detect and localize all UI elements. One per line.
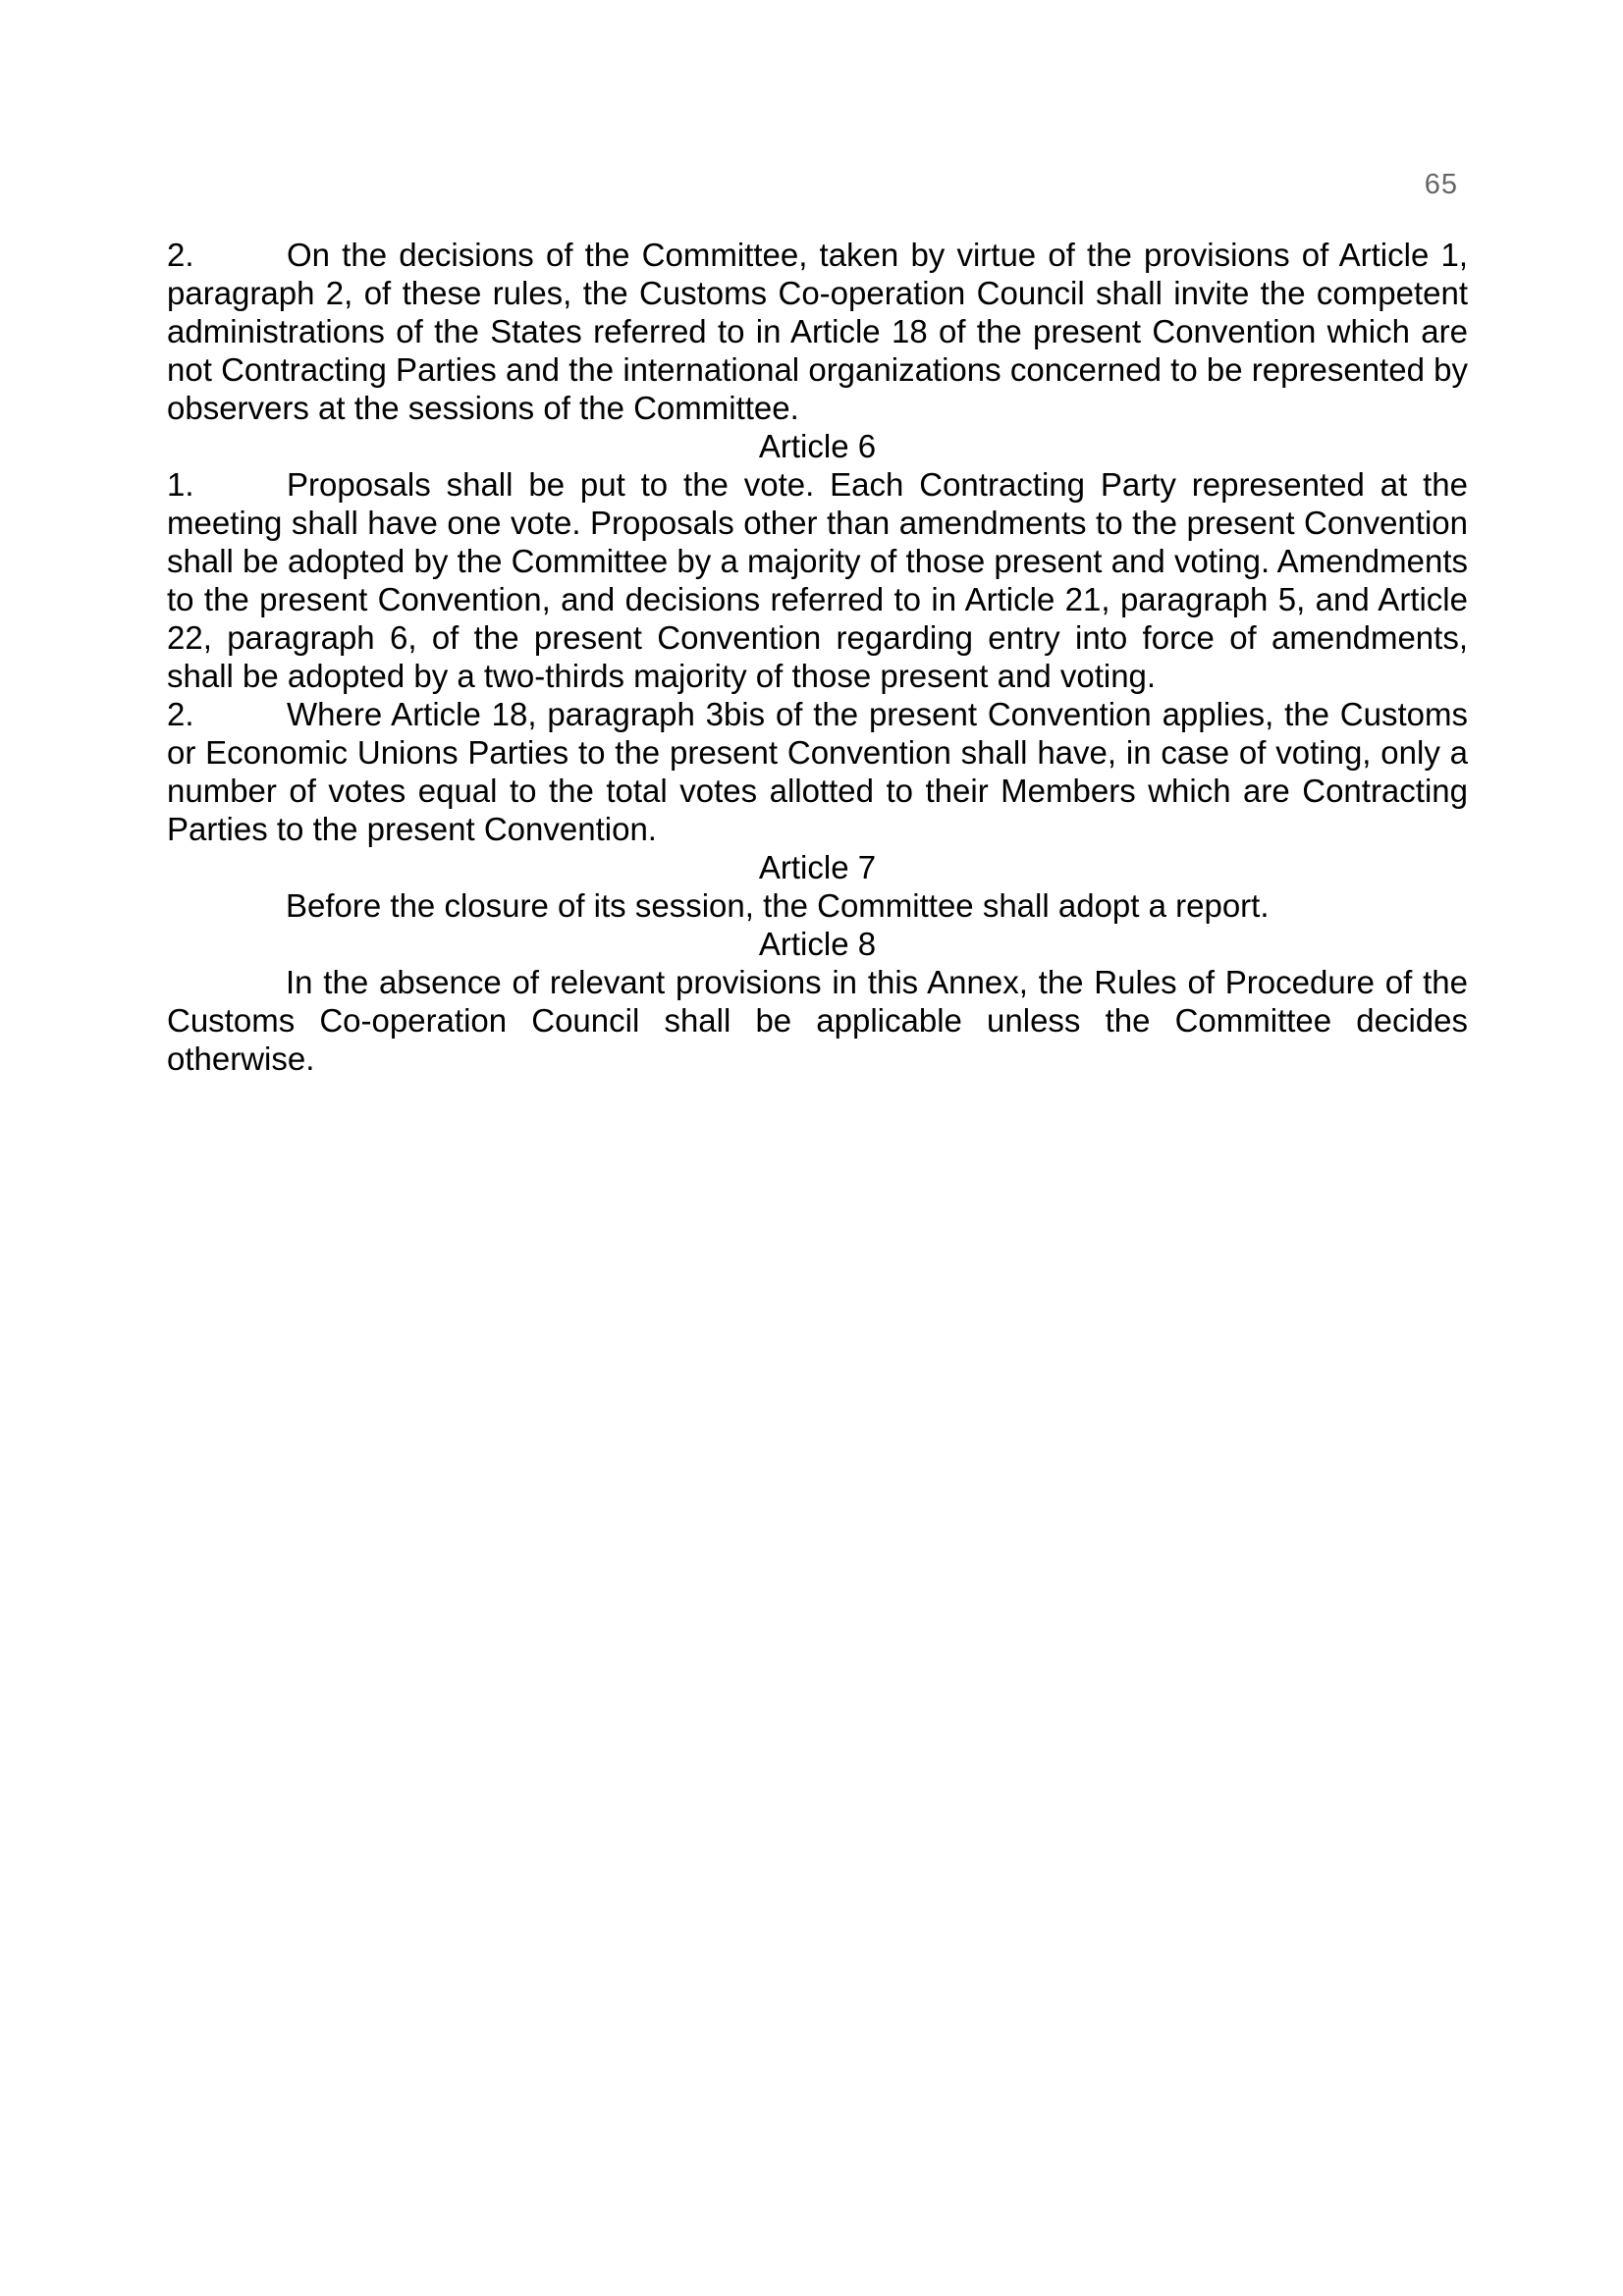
paragraph-number: 2.: [167, 237, 194, 273]
article-heading: Article 7: [758, 849, 877, 885]
paragraph: [167, 695, 1468, 848]
paragraph-text: Where Article 18, paragraph 3bis of the present Convention applies, the Customs or Economic Unions Parties to the present Convention shall have, in case of voting, only a number of votes equal to the total votes allotted to their Members which are Contracting Parties to the present Convention.: [167, 696, 1468, 847]
paragraph-text: In the absence of relevant provisions in this Annex, the Rules of Procedure of the Customs Co-operation Council shall be applicable unless the Committee decides otherwise.: [167, 964, 1468, 1077]
paragraph-text: On the decisions of the Committee, taken by virtue of the provisions of Article 1, paragraph 2, of these rules, the Customs Co-operation Council shall invite the competent administrations of the States referred to in Article 18 of the present Convention which are not Contracting Parties and the international organizations concerned to be represented by observers at the sessions of the Committee.: [167, 237, 1468, 426]
article-heading: Article 6: [758, 428, 877, 464]
page-content: [167, 236, 1468, 1078]
paragraph-number: 2.: [167, 696, 194, 732]
paragraph-text: Before the closure of its session, the Committee shall adopt a report.: [286, 887, 1270, 924]
article-heading: Article 8: [758, 926, 877, 962]
paragraph-text: Proposals shall be put to the vote. Each Contracting Party represented at the meeting shall have one vote. Proposals other than amendments to the present Convention shall be adopted by the Committee by a majority of those present and voting. Amendments to the present Convention, and decisions referred to in Article 21, paragraph 5, and Article 22, paragraph 6, of the present Convention regarding entry into force of amendments, shall be adopted by a two-thirds majority of those present and voting.: [167, 466, 1468, 694]
paragraph: [167, 236, 1468, 427]
paragraph: [167, 465, 1468, 695]
paragraph-number: 1.: [167, 466, 194, 503]
page-number: 65: [1424, 169, 1458, 200]
